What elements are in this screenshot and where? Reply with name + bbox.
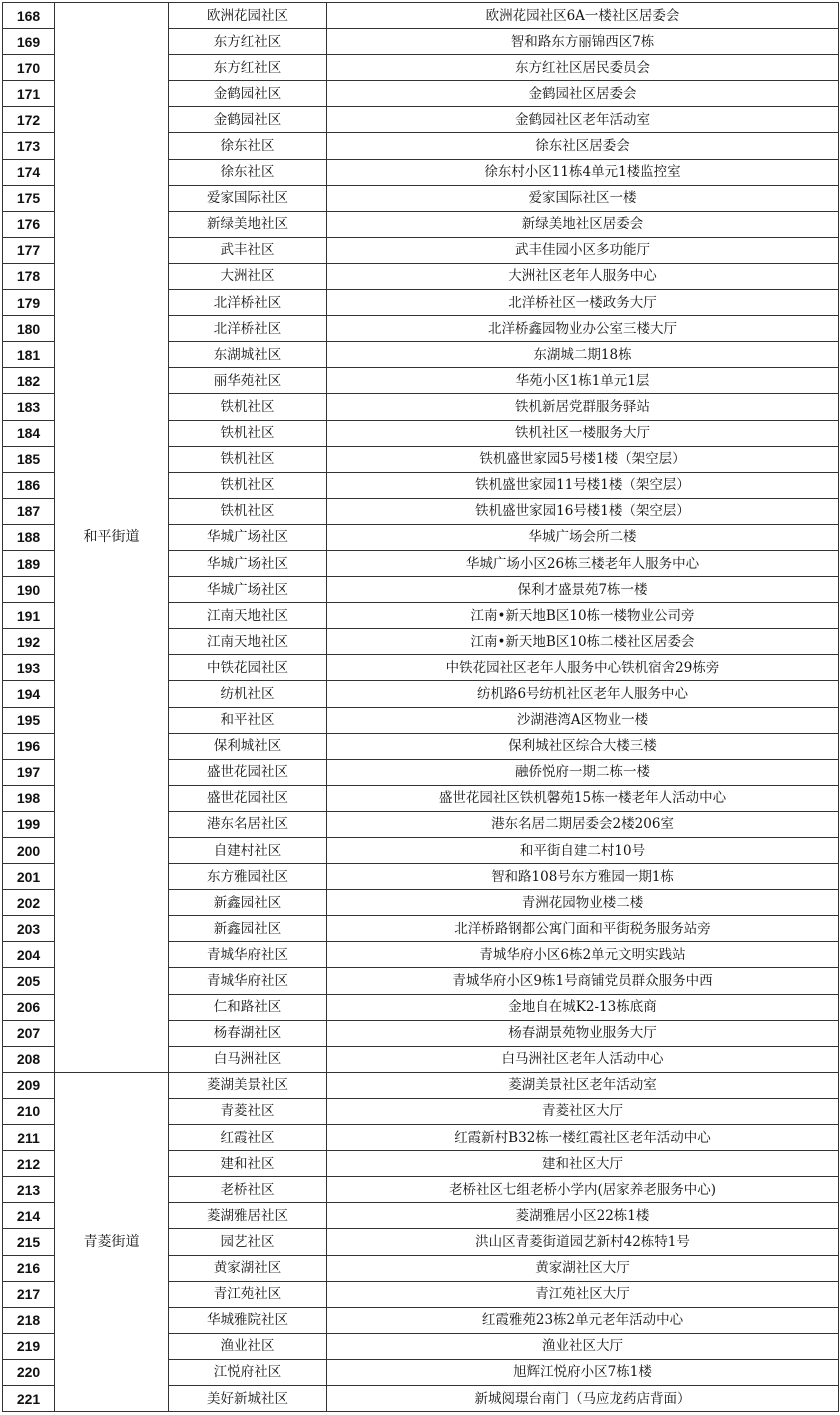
- row-number: 219: [3, 1333, 55, 1359]
- row-number: 215: [3, 1229, 55, 1255]
- location-address: 新绿美地社区居委会: [327, 211, 839, 237]
- community-name: 青城华府社区: [169, 942, 327, 968]
- location-address: 北洋桥鑫园物业办公室三楼大厅: [327, 316, 839, 342]
- location-address: 洪山区青菱街道园艺新村42栋特1号: [327, 1229, 839, 1255]
- row-number: 182: [3, 368, 55, 394]
- row-number: 218: [3, 1307, 55, 1333]
- community-name: 菱湖雅居社区: [169, 1203, 327, 1229]
- community-name: 港东名居社区: [169, 811, 327, 837]
- community-name: 老桥社区: [169, 1177, 327, 1203]
- location-address: 青江苑社区大厅: [327, 1281, 839, 1307]
- location-address: 保利才盛景苑7栋一楼: [327, 577, 839, 603]
- community-name: 铁机社区: [169, 446, 327, 472]
- row-number: 173: [3, 133, 55, 159]
- community-name: 新鑫园社区: [169, 916, 327, 942]
- street-name: 青菱街道: [55, 1072, 169, 1411]
- community-name: 菱湖美景社区: [169, 1072, 327, 1098]
- community-name: 杨春湖社区: [169, 1020, 327, 1046]
- community-name: 欧洲花园社区: [169, 3, 327, 29]
- row-number: 217: [3, 1281, 55, 1307]
- community-name: 盛世花园社区: [169, 759, 327, 785]
- row-number: 201: [3, 864, 55, 890]
- location-address: 港东名居二期居委会2楼206室: [327, 811, 839, 837]
- location-address: 和平街自建二村10号: [327, 838, 839, 864]
- community-name: 保利城社区: [169, 733, 327, 759]
- community-name: 华城广场社区: [169, 577, 327, 603]
- location-address: 青洲花园物业楼二楼: [327, 890, 839, 916]
- location-address: 建和社区大厅: [327, 1151, 839, 1177]
- row-number: 214: [3, 1203, 55, 1229]
- location-address: 东方红社区居民委员会: [327, 55, 839, 81]
- row-number: 189: [3, 550, 55, 576]
- community-name: 渔业社区: [169, 1333, 327, 1359]
- community-name: 北洋桥社区: [169, 290, 327, 316]
- row-number: 212: [3, 1151, 55, 1177]
- community-name: 纺机社区: [169, 681, 327, 707]
- community-name: 红霞社区: [169, 1125, 327, 1151]
- table-row: [3, 1072, 839, 1098]
- location-address: 老桥社区七组老桥小学内(居家养老服务中心): [327, 1177, 839, 1203]
- row-number: 171: [3, 81, 55, 107]
- row-number: 185: [3, 446, 55, 472]
- community-name: 青江苑社区: [169, 1281, 327, 1307]
- row-number: 191: [3, 603, 55, 629]
- row-number: 208: [3, 1046, 55, 1072]
- community-name: 黄家湖社区: [169, 1255, 327, 1281]
- community-name: 江南天地社区: [169, 603, 327, 629]
- community-name: 武丰社区: [169, 237, 327, 263]
- community-name: 建和社区: [169, 1151, 327, 1177]
- location-address: 江南•新天地B区10栋二楼社区居委会: [327, 629, 839, 655]
- location-address: 杨春湖景苑物业服务大厅: [327, 1020, 839, 1046]
- location-address: 金地自在城K2-13栋底商: [327, 994, 839, 1020]
- location-address: 金鹤园社区老年活动室: [327, 107, 839, 133]
- row-number: 174: [3, 159, 55, 185]
- row-number: 193: [3, 655, 55, 681]
- row-number: 190: [3, 577, 55, 603]
- location-address: 铁机盛世家园11号楼1楼（架空层）: [327, 472, 839, 498]
- location-address: 徐东社区居委会: [327, 133, 839, 159]
- row-number: 205: [3, 968, 55, 994]
- location-address: 白马洲社区老年人活动中心: [327, 1046, 839, 1072]
- community-name: 北洋桥社区: [169, 316, 327, 342]
- community-name: 东方红社区: [169, 29, 327, 55]
- location-address: 徐东村小区11栋4单元1楼监控室: [327, 159, 839, 185]
- community-name: 江悦府社区: [169, 1359, 327, 1385]
- community-name: 仁和路社区: [169, 994, 327, 1020]
- community-name: 青城华府社区: [169, 968, 327, 994]
- row-number: 199: [3, 811, 55, 837]
- community-name: 丽华苑社区: [169, 368, 327, 394]
- location-address: 江南•新天地B区10栋一楼物业公司旁: [327, 603, 839, 629]
- location-address: 菱湖雅居小区22栋1楼: [327, 1203, 839, 1229]
- community-name: 铁机社区: [169, 498, 327, 524]
- row-number: 196: [3, 733, 55, 759]
- community-name: 铁机社区: [169, 394, 327, 420]
- community-name: 自建村社区: [169, 838, 327, 864]
- location-address: 沙湖港湾A区物业一楼: [327, 707, 839, 733]
- location-address: 大洲社区老年人服务中心: [327, 263, 839, 289]
- community-name: 大洲社区: [169, 263, 327, 289]
- location-address: 北洋桥路钢都公寓门面和平街税务服务站旁: [327, 916, 839, 942]
- row-number: 188: [3, 524, 55, 550]
- community-name: 华城广场社区: [169, 550, 327, 576]
- community-name: 新鑫园社区: [169, 890, 327, 916]
- location-address: 红霞新村B32栋一楼红霞社区老年活动中心: [327, 1125, 839, 1151]
- location-address: 青城华府小区9栋1号商铺党员群众服务中西: [327, 968, 839, 994]
- location-address: 智和路108号东方雅园一期1栋: [327, 864, 839, 890]
- row-number: 200: [3, 838, 55, 864]
- row-number: 184: [3, 420, 55, 446]
- location-address: 金鹤园社区居委会: [327, 81, 839, 107]
- row-number: 216: [3, 1255, 55, 1281]
- row-number: 179: [3, 290, 55, 316]
- row-number: 211: [3, 1125, 55, 1151]
- row-number: 168: [3, 3, 55, 29]
- location-address: 铁机盛世家园5号楼1楼（架空层）: [327, 446, 839, 472]
- location-address: 武丰佳园小区多功能厅: [327, 237, 839, 263]
- community-name: 华城雅院社区: [169, 1307, 327, 1333]
- row-number: 209: [3, 1072, 55, 1098]
- row-number: 197: [3, 759, 55, 785]
- location-address: 纺机路6号纺机社区老年人服务中心: [327, 681, 839, 707]
- row-number: 187: [3, 498, 55, 524]
- row-number: 181: [3, 342, 55, 368]
- row-number: 170: [3, 55, 55, 81]
- location-address: 铁机盛世家园16号楼1楼（架空层）: [327, 498, 839, 524]
- community-name: 徐东社区: [169, 159, 327, 185]
- row-number: 177: [3, 237, 55, 263]
- community-name: 铁机社区: [169, 420, 327, 446]
- community-name: 白马洲社区: [169, 1046, 327, 1072]
- location-address: 中铁花园社区老年人服务中心铁机宿舍29栋旁: [327, 655, 839, 681]
- community-name: 东方雅园社区: [169, 864, 327, 890]
- community-name: 徐东社区: [169, 133, 327, 159]
- row-number: 183: [3, 394, 55, 420]
- location-address: 青菱社区大厅: [327, 1098, 839, 1124]
- row-number: 206: [3, 994, 55, 1020]
- row-number: 178: [3, 263, 55, 289]
- row-number: 202: [3, 890, 55, 916]
- street-name: 和平街道: [55, 3, 169, 1073]
- location-address: 融侨悦府一期二栋一楼: [327, 759, 839, 785]
- location-address: 菱湖美景社区老年活动室: [327, 1072, 839, 1098]
- location-address: 北洋桥社区一楼政务大厅: [327, 290, 839, 316]
- location-address: 华苑小区1栋1单元1层: [327, 368, 839, 394]
- row-number: 213: [3, 1177, 55, 1203]
- location-address: 红霞雅苑23栋2单元老年活动中心: [327, 1307, 839, 1333]
- row-number: 175: [3, 185, 55, 211]
- location-address: 保利城社区综合大楼三楼: [327, 733, 839, 759]
- location-address: 爱家国际社区一楼: [327, 185, 839, 211]
- location-address: 华城广场会所二楼: [327, 524, 839, 550]
- row-number: 204: [3, 942, 55, 968]
- location-address: 铁机社区一楼服务大厅: [327, 420, 839, 446]
- row-number: 195: [3, 707, 55, 733]
- location-address: 黄家湖社区大厅: [327, 1255, 839, 1281]
- row-number: 180: [3, 316, 55, 342]
- community-name: 爱家国际社区: [169, 185, 327, 211]
- community-name: 新绿美地社区: [169, 211, 327, 237]
- location-address: 新城阅璟台南门（马应龙药店背面）: [327, 1385, 839, 1411]
- community-name: 金鹤园社区: [169, 107, 327, 133]
- row-number: 203: [3, 916, 55, 942]
- community-name: 江南天地社区: [169, 629, 327, 655]
- table-row: [3, 3, 839, 29]
- row-number: 192: [3, 629, 55, 655]
- location-address: 青城华府小区6栋2单元文明实践站: [327, 942, 839, 968]
- row-number: 198: [3, 785, 55, 811]
- row-number: 186: [3, 472, 55, 498]
- location-address: 智和路东方丽锦西区7栋: [327, 29, 839, 55]
- row-number: 176: [3, 211, 55, 237]
- community-name: 美好新城社区: [169, 1385, 327, 1411]
- community-name: 中铁花园社区: [169, 655, 327, 681]
- row-number: 221: [3, 1385, 55, 1411]
- community-name: 园艺社区: [169, 1229, 327, 1255]
- location-address: 欧洲花园社区6A一楼社区居委会: [327, 3, 839, 29]
- community-name: 东湖城社区: [169, 342, 327, 368]
- community-name: 金鹤园社区: [169, 81, 327, 107]
- site-table: [2, 2, 839, 1412]
- table-body: [3, 3, 839, 1412]
- community-name: 东方红社区: [169, 55, 327, 81]
- community-name: 盛世花园社区: [169, 785, 327, 811]
- location-address: 渔业社区大厅: [327, 1333, 839, 1359]
- community-name: 华城广场社区: [169, 524, 327, 550]
- location-address: 旭辉江悦府小区7栋1楼: [327, 1359, 839, 1385]
- row-number: 194: [3, 681, 55, 707]
- location-address: 华城广场小区26栋三楼老年人服务中心: [327, 550, 839, 576]
- row-number: 172: [3, 107, 55, 133]
- row-number: 207: [3, 1020, 55, 1046]
- location-address: 铁机新居党群服务驿站: [327, 394, 839, 420]
- row-number: 220: [3, 1359, 55, 1385]
- location-address: 盛世花园社区铁机馨苑15栋一楼老年人活动中心: [327, 785, 839, 811]
- row-number: 210: [3, 1098, 55, 1124]
- location-address: 东湖城二期18栋: [327, 342, 839, 368]
- community-name: 和平社区: [169, 707, 327, 733]
- row-number: 169: [3, 29, 55, 55]
- community-name: 铁机社区: [169, 472, 327, 498]
- community-name: 青菱社区: [169, 1098, 327, 1124]
